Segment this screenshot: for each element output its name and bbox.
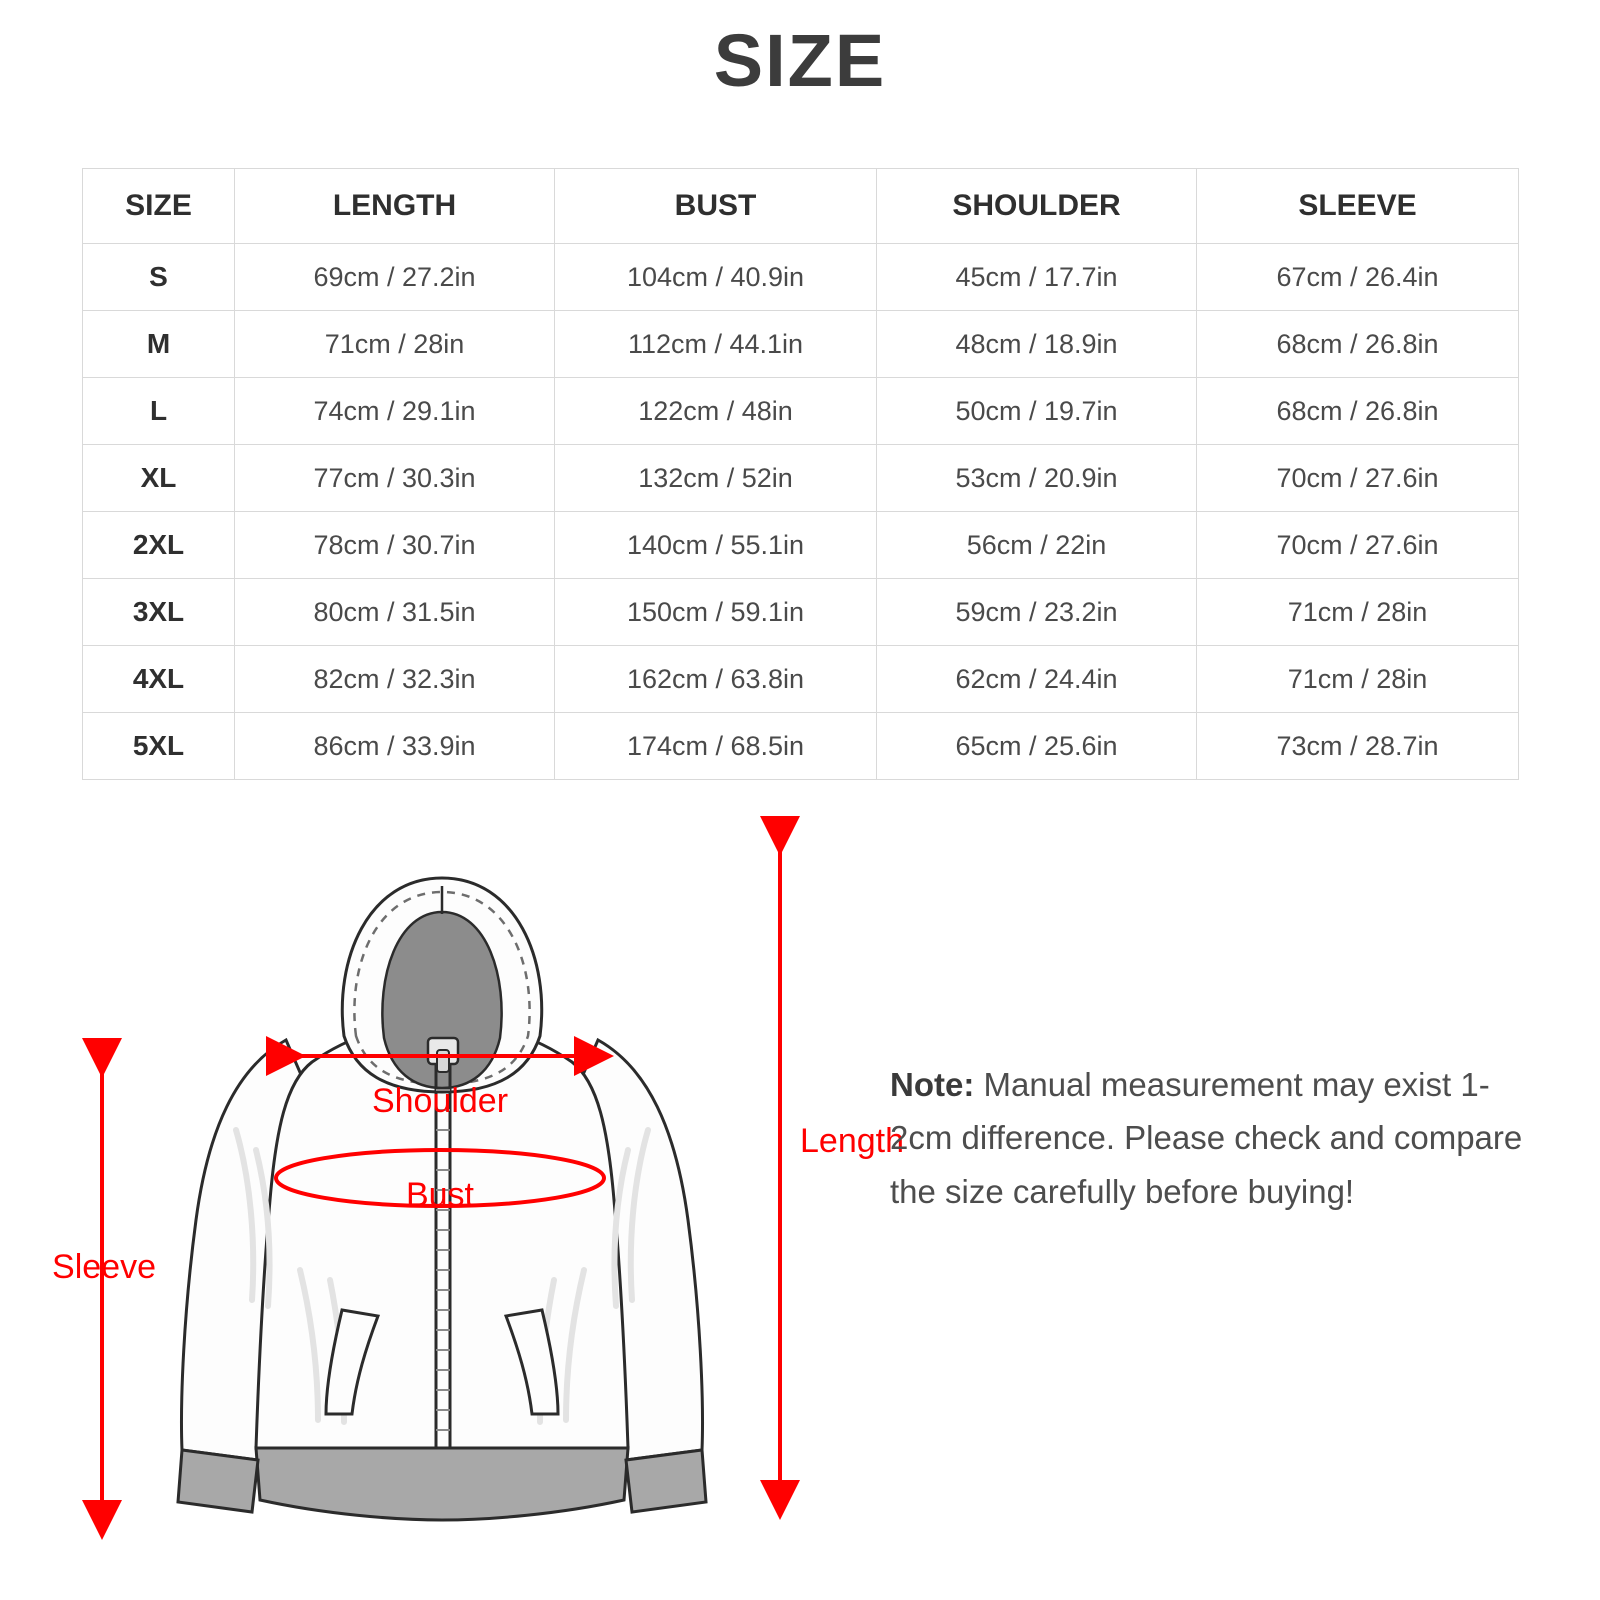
shoulder-label: Shoulder xyxy=(371,1082,509,1120)
cell-bust: 122cm / 48in xyxy=(555,378,877,445)
cell-size: 2XL xyxy=(83,512,235,579)
cell-sleeve: 67cm / 26.4in xyxy=(1197,244,1519,311)
cell-sleeve: 73cm / 28.7in xyxy=(1197,713,1519,780)
column-header-size: SIZE xyxy=(83,169,235,244)
table-row xyxy=(83,445,1519,512)
sleeve-measure-arrow xyxy=(52,1058,156,1520)
cell-length: 78cm / 30.7in xyxy=(235,512,555,579)
column-header-length: LENGTH xyxy=(235,169,555,244)
cell-bust: 150cm / 59.1in xyxy=(555,579,877,646)
column-header-shoulder: SHOULDER xyxy=(877,169,1197,244)
page-title: SIZE xyxy=(713,19,887,102)
cell-shoulder: 59cm / 23.2in xyxy=(877,579,1197,646)
note-block xyxy=(890,1058,1530,1218)
cell-bust: 104cm / 40.9in xyxy=(555,244,877,311)
table-row xyxy=(83,378,1519,445)
bust-label: Bust xyxy=(405,1176,475,1214)
cell-shoulder: 45cm / 17.7in xyxy=(877,244,1197,311)
column-header-sleeve: SLEEVE xyxy=(1197,169,1519,244)
cell-sleeve: 70cm / 27.6in xyxy=(1197,512,1519,579)
cell-bust: 140cm / 55.1in xyxy=(555,512,877,579)
cell-shoulder: 56cm / 22in xyxy=(877,512,1197,579)
size-chart-table xyxy=(82,168,1519,780)
cell-sleeve: 71cm / 28in xyxy=(1197,646,1519,713)
cell-length: 71cm / 28in xyxy=(235,311,555,378)
cell-length: 86cm / 33.9in xyxy=(235,713,555,780)
cell-sleeve: 68cm / 26.8in xyxy=(1197,311,1519,378)
table-row xyxy=(83,579,1519,646)
cell-sleeve: 68cm / 26.8in xyxy=(1197,378,1519,445)
note-text: Manual measurement may exist 1-2cm difference. Please check and compare the size carefully before buying! xyxy=(890,1066,1523,1210)
cell-size: XL xyxy=(83,445,235,512)
cell-bust: 174cm / 68.5in xyxy=(555,713,877,780)
table-row xyxy=(83,244,1519,311)
cell-bust: 112cm / 44.1in xyxy=(555,311,877,378)
cell-shoulder: 62cm / 24.4in xyxy=(877,646,1197,713)
cell-shoulder: 65cm / 25.6in xyxy=(877,713,1197,780)
cell-shoulder: 48cm / 18.9in xyxy=(877,311,1197,378)
cell-size: 4XL xyxy=(83,646,235,713)
cell-sleeve: 70cm / 27.6in xyxy=(1197,445,1519,512)
cell-size: L xyxy=(83,378,235,445)
table-row xyxy=(83,646,1519,713)
cell-bust: 132cm / 52in xyxy=(555,445,877,512)
column-header-bust: BUST xyxy=(555,169,877,244)
length-measure-arrow xyxy=(780,836,904,1500)
cell-size: 5XL xyxy=(83,713,235,780)
table-row xyxy=(83,512,1519,579)
cell-shoulder: 50cm / 19.7in xyxy=(877,378,1197,445)
note-label: Note: xyxy=(890,1066,975,1103)
cell-size: 3XL xyxy=(83,579,235,646)
table-row xyxy=(83,713,1519,780)
sleeve-label: Sleeve xyxy=(52,1248,156,1286)
cell-shoulder: 53cm / 20.9in xyxy=(877,445,1197,512)
cell-size: S xyxy=(83,244,235,311)
table-header-row xyxy=(83,169,1519,244)
cell-length: 69cm / 27.2in xyxy=(235,244,555,311)
length-label: Length xyxy=(800,1122,904,1160)
cell-length: 77cm / 30.3in xyxy=(235,445,555,512)
table-row xyxy=(83,311,1519,378)
cell-length: 74cm / 29.1in xyxy=(235,378,555,445)
cell-length: 82cm / 32.3in xyxy=(235,646,555,713)
cell-size: M xyxy=(83,311,235,378)
cell-bust: 162cm / 63.8in xyxy=(555,646,877,713)
cell-sleeve: 71cm / 28in xyxy=(1197,579,1519,646)
cell-length: 80cm / 31.5in xyxy=(235,579,555,646)
